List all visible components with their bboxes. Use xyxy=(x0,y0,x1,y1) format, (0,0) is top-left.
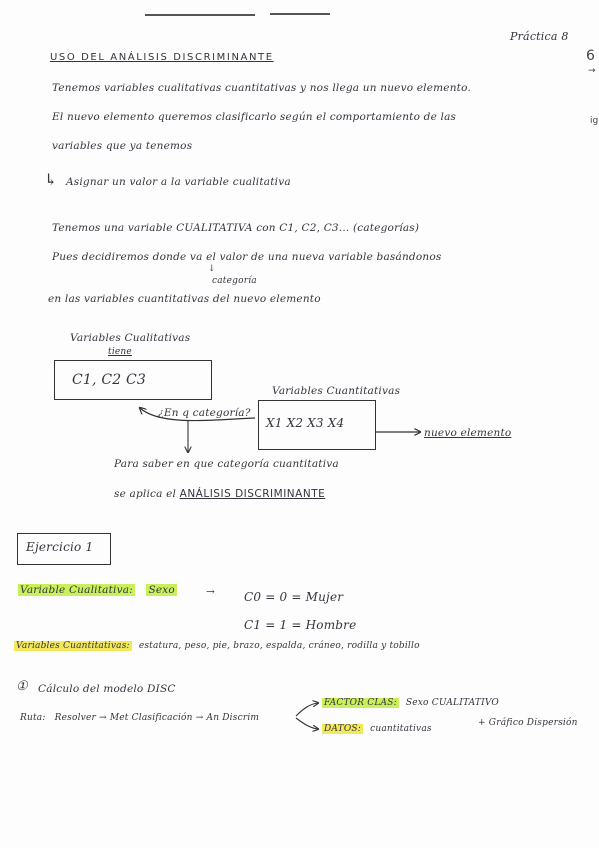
intro-line-2: El nuevo elemento queremos clasificarlo según el comportamiento de las xyxy=(52,111,457,123)
step-number: ① xyxy=(16,679,28,694)
practice-number: Práctica 8 xyxy=(510,30,569,43)
margin-fragment: ig xyxy=(590,116,599,126)
branch-factor-tag: FACTOR CLAS: xyxy=(324,698,397,708)
objective-text: Asignar un valor a la variable cualitativa xyxy=(66,176,291,188)
exercise-title: Ejercicio 1 xyxy=(26,540,94,554)
intro-line-1: Tenemos variables cualitativas cuantitativas y nos llega un nuevo elemento. xyxy=(52,82,471,94)
category-c0: C0 = 0 = Mujer xyxy=(244,590,344,604)
branch-data-tag: DATOS: xyxy=(324,724,362,734)
page-title: USO DEL ANÁLISIS DISCRIMINANTE xyxy=(50,52,274,63)
new-element-label: nuevo elemento xyxy=(424,427,512,439)
explanation-note: categoría xyxy=(212,276,257,286)
explanation-line-3: en las variables cuantitativas del nuevo elemento xyxy=(48,293,321,305)
explanation-line-2: Pues decidiremos donde va el valor de una nueva variable basándonos xyxy=(52,251,442,263)
objective-bullet-icon: ↳ xyxy=(44,170,58,189)
explanation-line-1: Tenemos una variable CUALITATIVA con C1, C2, C3... (categorías) xyxy=(52,222,420,234)
map-arrow-icon: → xyxy=(206,586,215,598)
route-branch-down xyxy=(296,718,318,729)
branch-data-text: cuantitativas xyxy=(370,724,432,734)
conclusion-prefix: se aplica el xyxy=(114,488,177,500)
category-c1: C1 = 1 = Hombre xyxy=(244,618,357,632)
route-label: Ruta: xyxy=(20,713,46,723)
quant-vars-label: Variables Cuantitativas xyxy=(272,385,401,397)
branch-factor-text: Sexo CUALITATIVO xyxy=(405,698,499,708)
qual-var-value: Sexo xyxy=(148,584,175,596)
category-question: ¿En q categoría? xyxy=(158,407,251,419)
margin-digit: 6 xyxy=(586,48,595,64)
feedback-arrow xyxy=(140,408,255,421)
intro-line-3: variables que ya tenemos xyxy=(52,140,193,152)
route-text: Resolver → Met Clasificación → An Discrim xyxy=(54,713,260,723)
step-text: Cálculo del modelo DISC xyxy=(38,683,176,695)
route-branch-up xyxy=(296,703,318,716)
margin-arrow: → xyxy=(588,66,596,76)
extra-plot: + Gráfico Dispersión xyxy=(478,718,578,728)
qual-var-label: Variable Cualitativa: xyxy=(20,584,133,596)
conclusion-line-1: Para saber en que categoría cuantitativa xyxy=(114,458,339,470)
qual-vars-label: Variables Cualitativas xyxy=(70,332,191,344)
explanation-note-arrow-icon: ↓ xyxy=(208,264,216,274)
qual-vars-sublabel: tiene xyxy=(108,347,132,357)
qual-categories: C1, C2 C3 xyxy=(72,372,147,388)
quant-vars: X1 X2 X3 X4 xyxy=(266,416,345,430)
conclusion-emphasis: ANÁLISIS DISCRIMINANTE xyxy=(179,488,326,500)
quant-var-values: estatura, peso, pie, brazo, espalda, cráneo, rodilla y tobillo xyxy=(138,641,420,651)
quant-var-label: Variables Cuantitativas: xyxy=(16,641,130,651)
